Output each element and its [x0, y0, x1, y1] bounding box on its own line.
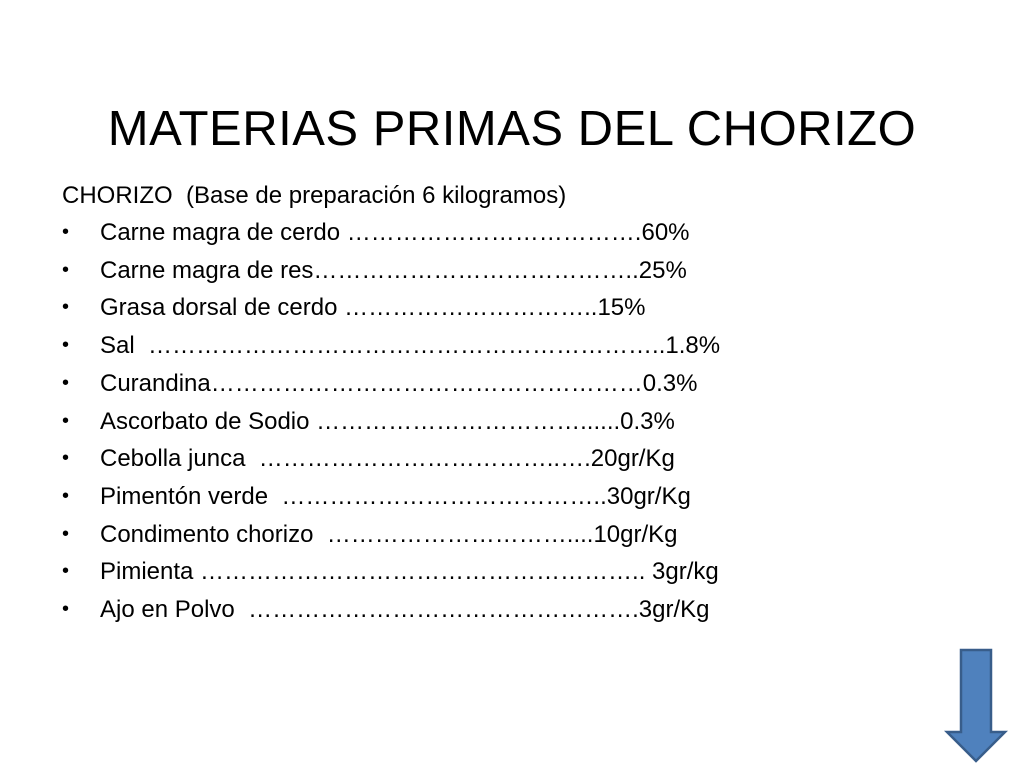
arrow-down-icon[interactable]	[944, 648, 1008, 764]
list-item-text: Ajo en Polvo ………………………………………….3gr/Kg	[100, 596, 710, 624]
list-item	[62, 591, 962, 629]
list-item-text: Cebolla junca ………………………………..….20gr/Kg	[100, 445, 675, 473]
bullet-icon: •	[62, 560, 70, 583]
bullet-icon: •	[62, 409, 70, 432]
list-item	[62, 478, 962, 516]
list-item	[62, 289, 962, 327]
list-item	[62, 440, 962, 478]
bullet-icon: •	[62, 598, 70, 621]
slide-body	[62, 178, 962, 629]
list-item	[62, 214, 962, 252]
list-item-text: Sal ………………………………………………………..1.8%	[100, 332, 721, 360]
list-item	[62, 553, 962, 591]
list-item	[62, 365, 962, 403]
bullet-icon: •	[62, 258, 70, 281]
bullet-icon: •	[62, 447, 70, 470]
bullet-icon: •	[62, 371, 70, 394]
list-item	[62, 403, 962, 441]
list-item-text: Curandina………………………………………………0.3%	[100, 369, 698, 397]
bullet-icon: •	[62, 522, 70, 545]
bullet-icon: •	[62, 334, 70, 357]
list-item	[62, 516, 962, 554]
list-item-text: Grasa dorsal de cerdo …………………………..15%	[100, 294, 646, 322]
slide-title: MATERIAS PRIMAS DEL CHORIZO	[107, 101, 917, 156]
list-item-text: Pimentón verde …………………………………..30gr/Kg	[100, 482, 691, 510]
bullet-icon: •	[62, 221, 70, 243]
bullet-icon: •	[62, 296, 70, 319]
list-item-text: Carne magra de res…………………………………..25%	[100, 256, 687, 284]
list-item	[62, 327, 962, 365]
list-item	[62, 252, 962, 290]
list-item-text: Condimento chorizo …………………………....10gr/Kg	[100, 520, 678, 548]
intro-line: CHORIZO (Base de preparación 6 kilogramos)	[62, 182, 567, 209]
ingredient-list	[62, 214, 962, 629]
list-item-text: Pimienta ……………………………………………….. 3gr/kg	[100, 558, 719, 586]
list-item-text: Carne magra de cerdo ……………………………….60%	[100, 219, 690, 246]
list-item-text: Ascorbato de Sodio ……………………………......0.3%	[100, 407, 675, 435]
bullet-icon: •	[62, 484, 70, 507]
